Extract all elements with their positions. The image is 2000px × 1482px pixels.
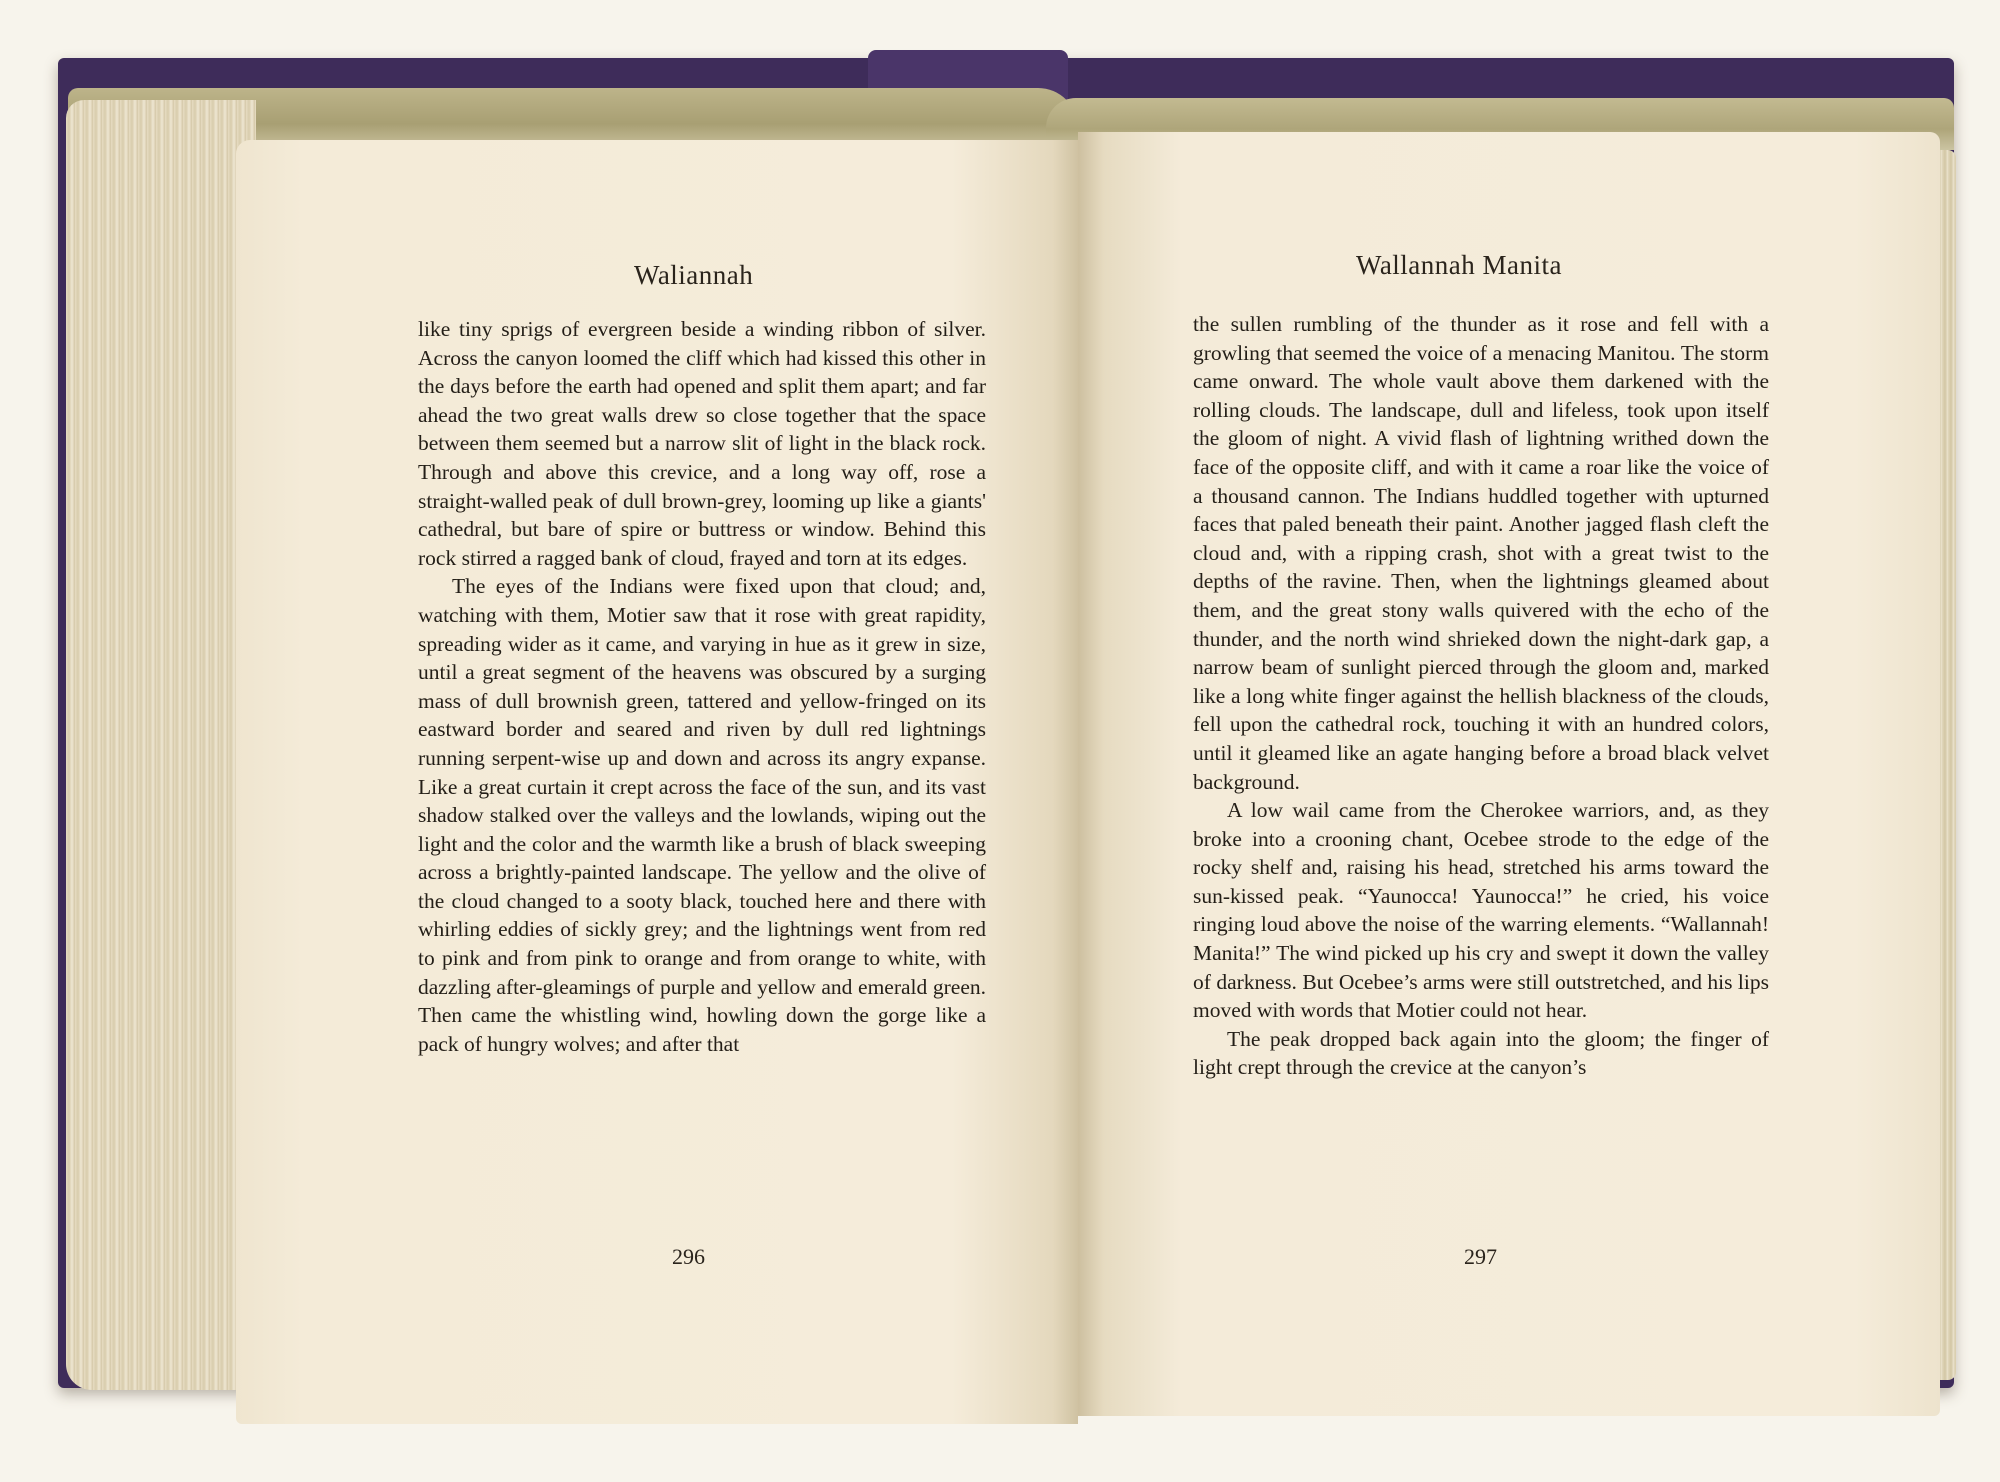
page-block-left-edge: [66, 100, 256, 1390]
right-page: [1078, 132, 1940, 1416]
right-page-text: [1193, 310, 1769, 1082]
paragraph: The eyes of the Indians were fixed upon that cloud; and, watching with them, Motier saw that it rose with great rapidity, spreading wider as it came, and varying in hue as it grew in size, until a great segment of the heavens was obscured by a surging mass of dull brownish green, tattered and yellow-fringed on its eastward border and seared and riven by dull red lightnings running serpent-wise up and down and across its angry expanse. Like a great curtain it crept across the face of the sun, and its vast shadow stalked over the valleys and the lowlands, wiping out the light and the color and the warmth like a brush of black sweeping across a brightly-painted landscape. The yellow and the olive of the cloud changed to a sooty black, touched here and there with whirling eddies of sickly grey; and the lightnings went from red to pink and from pink to orange and from orange to white, with dazzling after-gleamings of purple and yellow and emerald green. Then came the whistling wind, howling down the gorge like a pack of hungry wolves; and after that: [418, 574, 986, 1056]
left-page-text: [418, 315, 986, 1058]
right-page-number: 297: [1464, 1244, 1497, 1269]
right-running-head: Wallannah Manita: [1356, 250, 1563, 280]
paragraph: the sullen rumbling of the thunder as it rose and fell with a growling that seemed the voice of a menacing Manitou. The storm came onward. The whole vault above them darkened with the rolling clouds. The landscape, dull and lifeless, took upon itself the gloom of night. A vivid flash of lightning writhed down the face of the opposite cliff, and with it came a roar like the voice of a thousand cannon. The Indians huddled together with upturned faces that paled beneath their paint. Another jagged flash cleft the cloud and, with a ripping crash, shot with a great twist to the depths of the ravine. Then, when the lightnings gleamed about them, and the great stony walls quivered with the echo of the thunder, and the north wind shrieked down the night-dark gap, a narrow beam of sunlight pierced through the gloom and, marked like a long white finger against the hellish blackness of the clouds, fell upon the cathedral rock, touching it with an hundred colors, until it gleamed like an agate hanging before a broad black velvet background.: [1193, 312, 1769, 794]
left-page-number: 296: [672, 1244, 705, 1269]
paragraph: A low wail came from the Cherokee warriors, and, as they broke into a crooning chant, Ocebee strode to the edge of the rocky shelf and, raising his head, stretched his arms toward the sun-kissed peak. “Yaunocca! Yaunocca!” he cried, his voice ringing loud above the noise of the warring elements. “Wallannah! Manita!” The wind picked up his cry and swept it down the valley of darkness. But Ocebee’s arms were still outstretched, and his lips moved with words that Motier could not hear.: [1193, 798, 1769, 1023]
paragraph: The peak dropped back again into the gloom; the finger of light crept through the crevice at the canyon’s: [1193, 1026, 1769, 1080]
left-page: [236, 140, 1078, 1424]
left-running-head: Waliannah: [634, 260, 754, 290]
paragraph: like tiny sprigs of evergreen beside a winding ribbon of silver. Across the canyon loomed the cliff which had kissed this other in the days before the earth had opened and split them apart; and far ahead the two great walls drew so close together that the space between them seemed but a narrow slit of light in the black rock. Through and above this crevice, and a long way off, rose a straight-walled peak of dull brown-grey, looming up like a giants' cathedral, but bare of spire or buttress or window. Behind this rock stirred a ragged bank of cloud, frayed and torn at its edges.: [418, 317, 986, 570]
